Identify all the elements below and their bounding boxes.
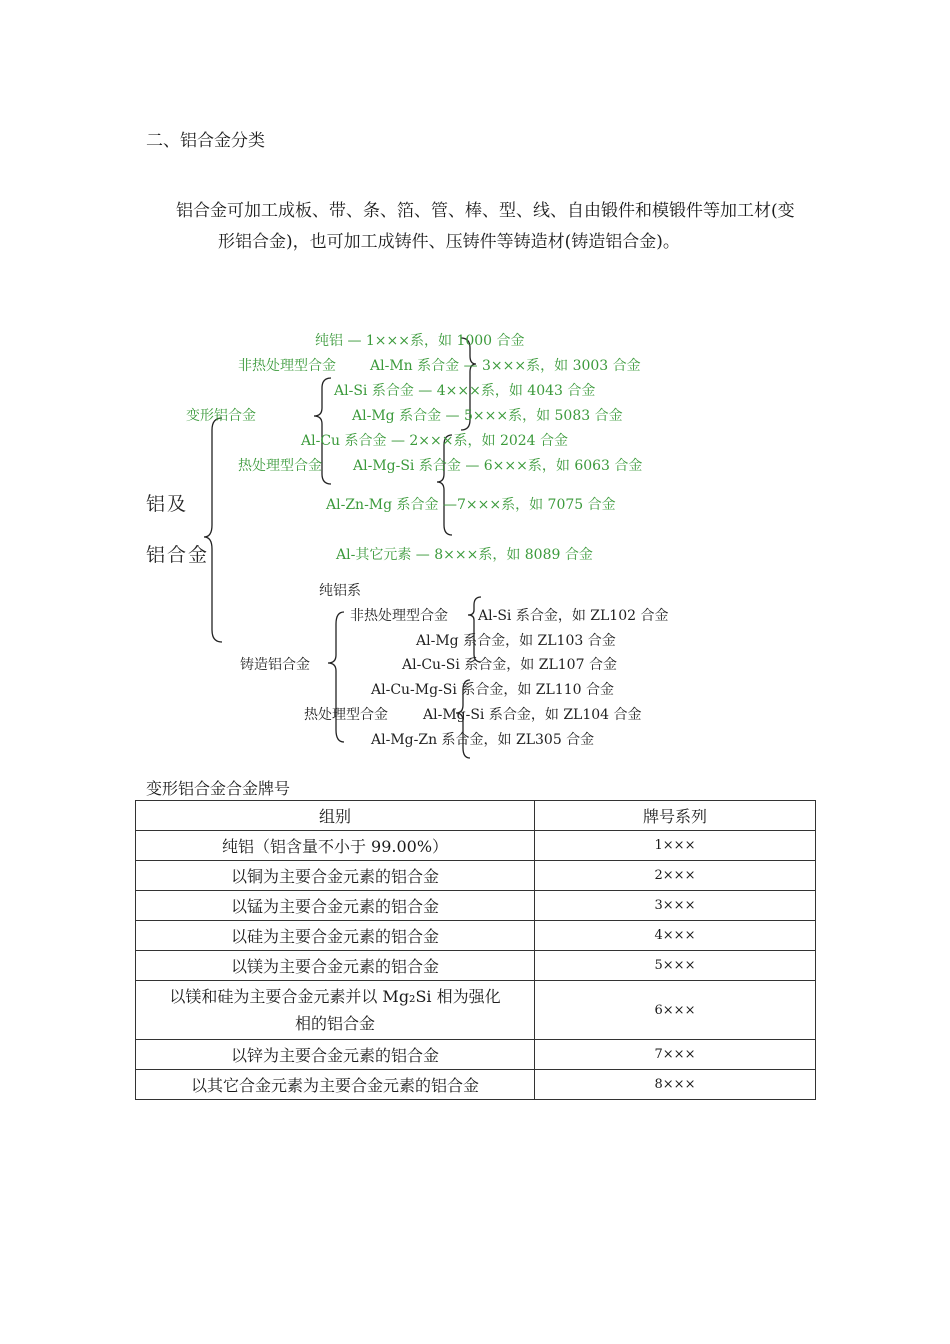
cast-pure: 纯铝系: [319, 583, 361, 599]
wrought-pure: 纯铝 — 1×××系，如 1000 合金: [315, 333, 525, 349]
cast-al-si: Al-Si 系合金，如 ZL102 合金: [478, 608, 669, 624]
cell-group: 以镁为主要合金元素的铝合金: [136, 951, 535, 981]
cell-group: 以硅为主要合金元素的铝合金: [136, 921, 535, 951]
wrought-al-cu: Al-Cu 系合金 — 2×××系，如 2024 合金: [301, 433, 569, 449]
cell-group-line-2: 相的铝合金: [294, 1014, 375, 1033]
cell-series: 4×××: [535, 921, 816, 951]
cell-series: 2×××: [535, 861, 816, 891]
wrought-al-zn-mg: Al-Zn-Mg 系合金 —7×××系，如 7075 合金: [326, 497, 616, 513]
cast-al-mg-si: Al-Mg-Si 系合金，如 ZL104 合金: [423, 707, 642, 723]
table-row: [136, 891, 816, 921]
cell-group-line-1: 以镁和硅为主要合金元素并以 Mg₂Si 相为强化: [169, 987, 501, 1006]
cell-series: 1×××: [535, 831, 816, 861]
cell-group: 以铜为主要合金元素的铝合金: [136, 861, 535, 891]
cast-label: 铸造铝合金: [240, 657, 310, 673]
root-brace: [204, 418, 222, 642]
intro-line-1: 铝合金可加工成板、带、条、箔、管、棒、型、线、自由锻件和模锻件等加工材(变: [176, 201, 795, 221]
cast-al-cu-si: Al-Cu-Si 系合金，如 ZL107 合金: [402, 657, 617, 673]
wrought-heat-brace: [437, 435, 452, 535]
cell-series: 6×××: [535, 981, 816, 1040]
header-series: 牌号系列: [535, 801, 816, 831]
cell-series: 7×××: [535, 1040, 816, 1070]
wrought-al-mg: Al-Mg 系合金 — 5×××系，如 5083 合金: [352, 408, 623, 424]
cell-group: 纯铝（铝含量不小于 99.00%）: [136, 831, 535, 861]
root-label-line-2: 铝合金: [146, 544, 210, 566]
root-label-line-1: 铝及: [146, 493, 189, 515]
cell-group: 以其它合金元素为主要合金元素的铝合金: [136, 1070, 535, 1100]
cast-al-mg: Al-Mg 系合金，如 ZL103 合金: [416, 633, 616, 649]
cell-group: [136, 981, 535, 1040]
table-row: [136, 831, 816, 861]
cell-group: 以锌为主要合金元素的铝合金: [136, 1040, 535, 1070]
table-row: [136, 1040, 816, 1070]
intro-line-2: 形铝合金)，也可加工成铸件、压铸件等铸造材(铸造铝合金)。: [218, 232, 680, 252]
table-caption: 变形铝合金合金牌号: [146, 779, 291, 798]
cell-series: 3×××: [535, 891, 816, 921]
wrought-al-si: Al-Si 系合金 — 4×××系，如 4043 合金: [334, 383, 596, 399]
wrought-al-mn: Al-Mn 系合金 — 3×××系，如 3003 合金: [370, 358, 641, 374]
wrought-non-heat-label: 非热处理型合金: [238, 358, 336, 374]
wrought-heat-label: 热处理型合金: [238, 458, 322, 474]
cast-heat-label: 热处理型合金: [304, 707, 388, 723]
header-group: 组别: [136, 801, 535, 831]
cell-group: 以锰为主要合金元素的铝合金: [136, 891, 535, 921]
table-header-row: [136, 801, 816, 831]
table-row: [136, 921, 816, 951]
wrought-al-other: Al-其它元素 — 8×××系，如 8089 合金: [336, 547, 593, 563]
table-row: [136, 1070, 816, 1100]
alloy-grade-table: [135, 800, 816, 1100]
cell-series: 5×××: [535, 951, 816, 981]
table-row: [136, 981, 816, 1040]
cast-non-heat-label: 非热处理型合金: [350, 608, 448, 624]
cast-al-mg-zn: Al-Mg-Zn 系合金，如 ZL305 合金: [371, 732, 595, 748]
wrought-label: 变形铝合金: [186, 408, 256, 424]
table-row: [136, 951, 816, 981]
wrought-al-mg-si: Al-Mg-Si 系合金 — 6×××系，如 6063 合金: [353, 458, 643, 474]
cell-series: 8×××: [535, 1070, 816, 1100]
table-row: [136, 861, 816, 891]
section-heading: 二、铝合金分类: [146, 131, 265, 151]
cast-al-cu-mg-si: Al-Cu-Mg-Si 系合金，如 ZL110 合金: [371, 682, 614, 698]
